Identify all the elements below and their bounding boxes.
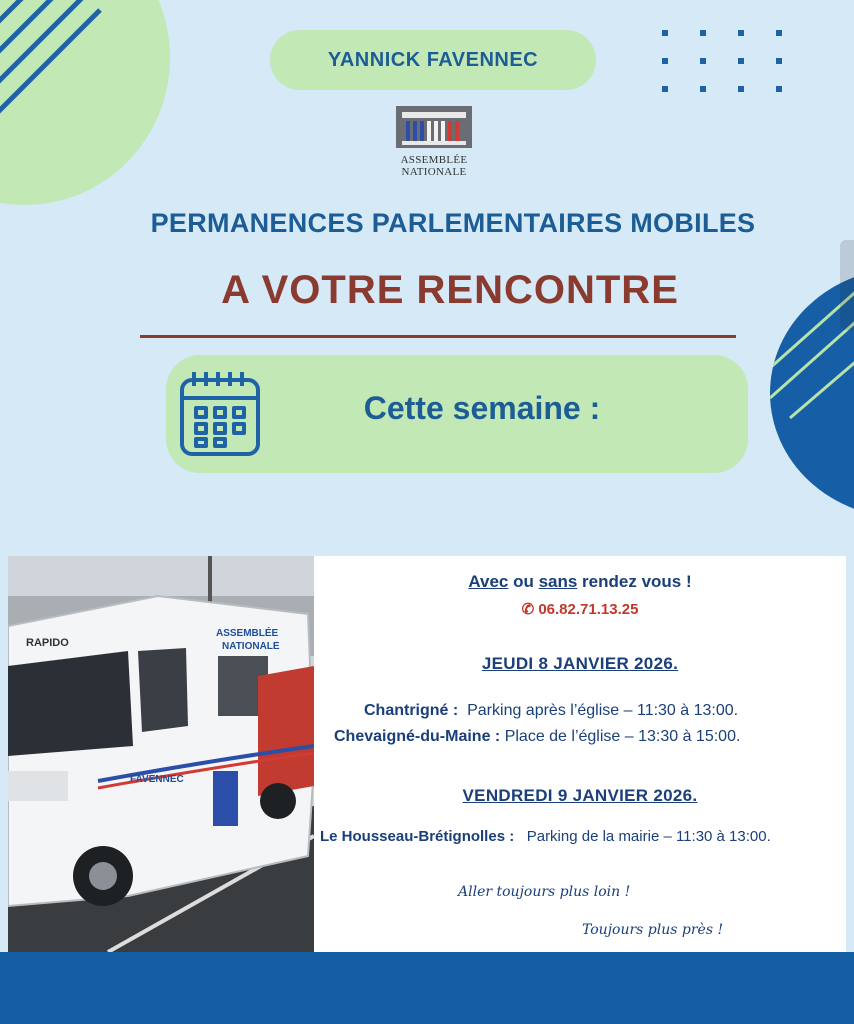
name-pill	[270, 30, 596, 90]
camper-van-image	[8, 556, 314, 952]
schedule-entry	[334, 728, 740, 746]
schedule-place: Chantrigné :	[364, 702, 459, 719]
subtitle: PERMANENCES PARLEMENTAIRES MOBILES	[150, 208, 756, 238]
schedule-place: Chevaigné-du-Maine :	[334, 728, 501, 745]
schedule-entry	[320, 828, 771, 845]
phone-number[interactable]: 06.82.71.13.25	[538, 601, 639, 618]
schedule-detail: Parking après l’église – 11:30 à 13:00.	[467, 702, 739, 719]
phone-icon: ✆	[521, 601, 535, 618]
phone-line	[314, 600, 846, 618]
schedule-entry	[364, 702, 738, 720]
stripes-decoration	[0, 0, 170, 205]
logo-line-2: NATIONALE	[401, 166, 467, 178]
title-divider	[140, 335, 736, 338]
logo-line-1: ASSEMBLÉE	[400, 154, 468, 166]
rdv-or: ou	[508, 572, 539, 591]
schedule-panel	[314, 556, 846, 952]
vehicle-text-2: NATIONALE	[222, 641, 280, 652]
deputy-name: YANNICK FAVENNEC	[327, 48, 539, 71]
vehicle-name: FAVENNEC	[130, 774, 184, 785]
slogan-2: Toujours plus près !	[582, 922, 724, 938]
day-1-label: JEUDI 8 JANVIER 2026.	[481, 654, 679, 673]
parliament-building-icon	[394, 104, 474, 150]
dot-grid-decoration	[662, 28, 792, 98]
decorative-green-circle	[0, 0, 170, 205]
calendar-icon	[178, 368, 262, 460]
bottom-band	[0, 952, 854, 1024]
schedule-place: Le Housseau-Brétignolles :	[320, 828, 515, 845]
vehicle-brand: RAPIDO	[26, 637, 69, 649]
vehicle-text-1: ASSEMBLÉE	[216, 628, 279, 639]
day-2-label: VENDREDI 9 JANVIER 2026.	[462, 786, 698, 805]
appointment-note	[314, 572, 846, 592]
rdv-end: rendez vous !	[577, 572, 692, 591]
page-title: A VOTRE RENCONTRE	[221, 268, 679, 312]
schedule-detail: Parking de la mairie – 11:30 à 13:00.	[526, 828, 771, 845]
schedule-detail: Place de l’église – 13:30 à 15:00.	[504, 728, 741, 745]
slogan-1: Aller toujours plus loin !	[458, 884, 631, 900]
vehicle-photo	[8, 556, 314, 952]
assemblee-nationale-logo	[390, 104, 478, 184]
rdv-with: Avec	[468, 572, 509, 591]
week-label: Cette semaine :	[363, 390, 601, 426]
rdv-without: sans	[538, 572, 578, 591]
